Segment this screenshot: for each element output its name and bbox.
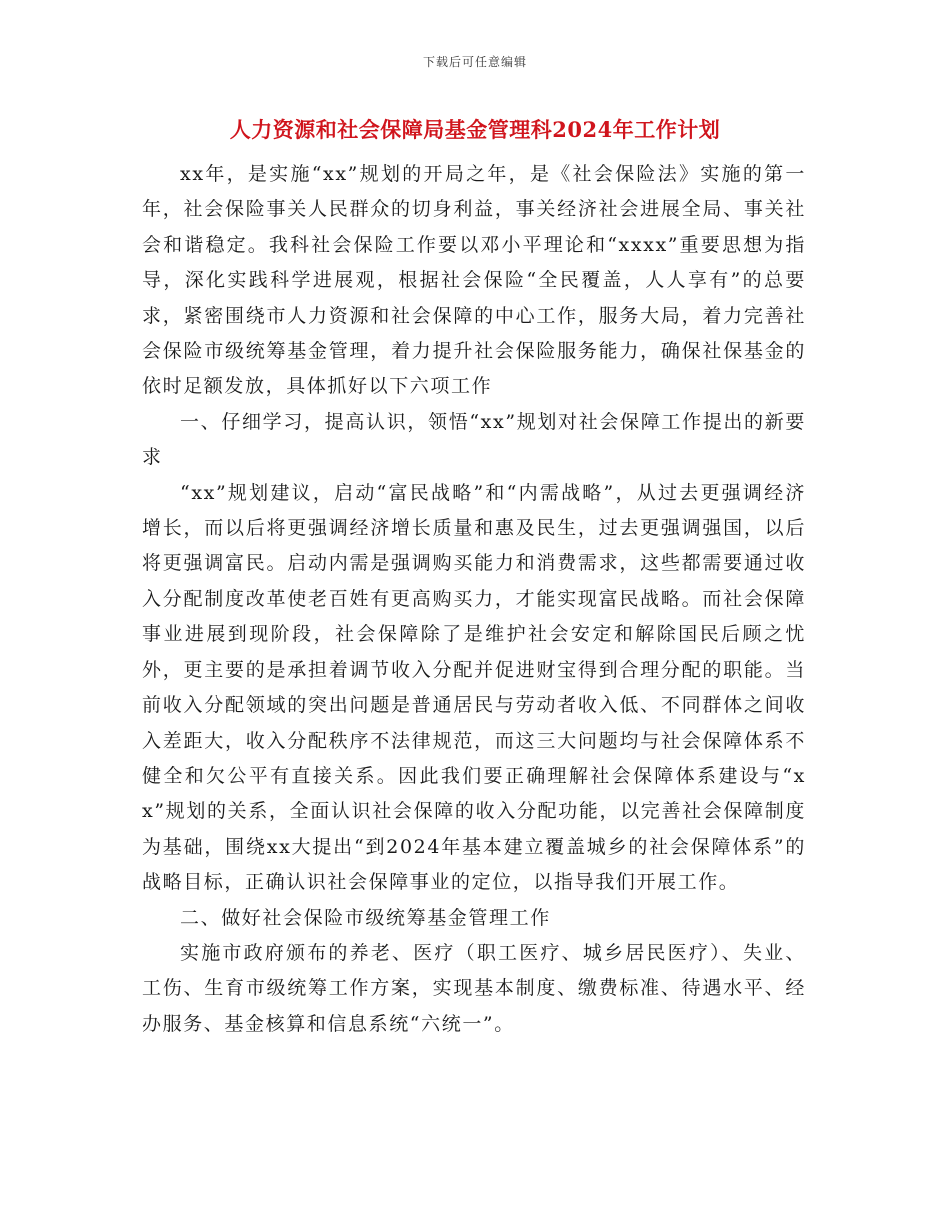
header-note: 下载后可任意编辑 xyxy=(422,55,527,69)
paragraph-section-1: “xx”规划建议，启动“富民战略”和“内需战略”，从过去更强调经济增长，而以后将更强调经济增长质量和惠及民生，过去更强调强国，以后将更强调富民。启动内需是强调购买能力和消费需求，这些都需要通过收入分配制度改革使老百姓有更高购买力，才能实现富民战略。而社会保障事业进展到现阶段，社会保障除了是维护社会安定和解除国民后顾之忧外，更主要的是承担着调节收入分配并促进财宝得到合理分配的职能。当前收入分配领域的突出问题是普通居民与劳动者收入低、不同群体之间收入差距大，收入分配秩序不法律规范，而这三大问题均与社会保障体系不健全和欠公平有直接关系。因此我们要正确理解社会保障体系建设与“xx”规划的关系，全面认识社会保障的收入分配功能，以完善社会保障制度为基础，围绕xx大提出“到2024年基本建立覆盖城乡的社会保障体系”的战略目标，正确认识社会保障事业的定位，以指导我们开展工作。 xyxy=(142,481,806,894)
section-heading-2: 二、做好社会保险市级统筹基金管理工作 xyxy=(180,906,551,929)
document-title: 人力资源和社会保障局基金管理科2024年工作计划 xyxy=(229,117,721,142)
document-body xyxy=(142,157,806,1042)
paragraph-section-2: 实施市政府颁布的养老、医疗（职工医疗、城乡居民医疗）、失业、工伤、生育市级统筹工作方案，实现基本制度、缴费标准、待遇水平、经办服务、基金核算和信息系统“六统一”。 xyxy=(142,941,806,1035)
paragraph-intro: xx年，是实施“xx”规划的开局之年，是《社会保险法》实施的第一年，社会保险事关人民群众的切身利益，事关经济社会进展全局、事关社会和谐稳定。我科社会保险工作要以邓小平理论和“xxxx”重要思想为指导，深化实践科学进展观，根据社会保险“全民覆盖，人人享有”的总要求，紧密围绕市人力资源和社会保障的中心工作，服务大局，着力完善社会保险市级统筹基金管理，着力提升社会保险服务能力，确保社保基金的依时足额发放，具体抓好以下六项工作 xyxy=(142,163,806,398)
section-heading-1: 一、仔细学习，提高认识，领悟“xx”规划对社会保障工作提出的新要求 xyxy=(142,410,806,469)
